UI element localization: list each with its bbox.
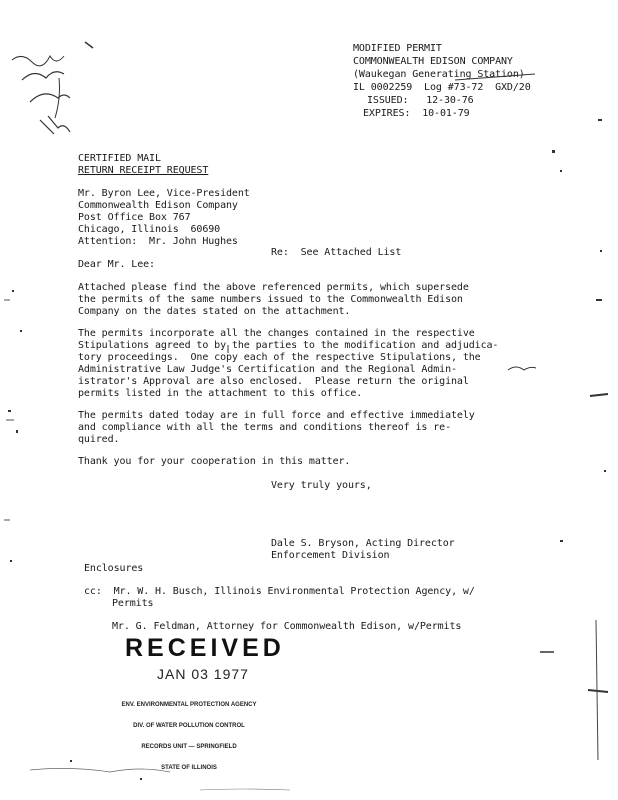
permit-title: MODIFIED PERMIT bbox=[353, 43, 442, 54]
permit-number: IL 0002259 Log #73-72 GXD/20 bbox=[353, 82, 531, 93]
paragraph-4: Thank you for your cooperation in this matter. bbox=[78, 456, 351, 467]
received-stamp-date: JAN 03 1977 bbox=[157, 666, 249, 682]
addressee-city: Chicago, Illinois 60690 bbox=[78, 224, 221, 235]
addressee-company: Commonwealth Edison Company bbox=[78, 200, 238, 211]
agency-line: ENV. ENVIRONMENTAL PROTECTION AGENCY bbox=[121, 702, 257, 708]
re-line: Re: See Attached List bbox=[271, 247, 402, 258]
paragraph-line: quired. bbox=[78, 434, 120, 445]
permit-station: (Waukegan Generating Station) bbox=[353, 69, 525, 80]
scan-speck bbox=[560, 540, 563, 542]
paragraph-line: the permits of the same numbers issued to the Commonwealth Edison bbox=[78, 294, 463, 305]
paragraph-line: Administrative Law Judge's Certification and the Regional Admin- bbox=[78, 364, 457, 375]
closing: Very truly yours, bbox=[271, 480, 372, 491]
received-stamp-title: RECEIVED bbox=[125, 634, 285, 662]
paragraph-line: tory proceedings. One copy each of the respective Stipulations, the bbox=[78, 352, 481, 363]
scan-speck bbox=[552, 150, 555, 153]
scan-speck bbox=[10, 560, 12, 562]
cc-line-1: cc: Mr. W. H. Busch, Illinois Environmental Protection Agency, w/ bbox=[84, 586, 475, 597]
scan-speck bbox=[560, 170, 562, 172]
scan-speck bbox=[20, 330, 22, 332]
agency-line: DIV. OF WATER POLLUTION CONTROL bbox=[133, 723, 245, 729]
paragraph-line: istrator's Approval are also enclosed. Please return the original bbox=[78, 376, 469, 387]
permit-company: COMMONWEALTH EDISON COMPANY bbox=[353, 56, 513, 67]
permit-expires: EXPIRES: 10-01-79 bbox=[363, 108, 470, 119]
addressee-attention: Attention: Mr. John Hughes bbox=[78, 236, 238, 247]
paragraph-line: The permits dated today are in full force and effective immediately bbox=[78, 410, 475, 421]
enclosures-label: Enclosures bbox=[84, 563, 144, 574]
paragraph-line: permits listed in the attachment to this office. bbox=[78, 388, 363, 399]
signature-name: Dale S. Bryson, Acting Director bbox=[271, 538, 455, 549]
scan-speck bbox=[70, 760, 72, 762]
scan-speck bbox=[8, 410, 11, 412]
salutation: Dear Mr. Lee: bbox=[78, 259, 155, 270]
paragraph-line: Attached please find the above referenced permits, which supersede bbox=[78, 282, 469, 293]
scan-speck bbox=[16, 430, 18, 433]
addressee-name: Mr. Byron Lee, Vice-President bbox=[78, 188, 250, 199]
paragraph-line: The permits incorporate all the changes contained in the respective bbox=[78, 328, 475, 339]
addressee-po-box: Post Office Box 767 bbox=[78, 212, 191, 223]
cc-line-3: Mr. G. Feldman, Attorney for Commonwealth Edison, w/Permits bbox=[112, 621, 462, 632]
agency-line: RECORDS UNIT — SPRINGFIELD bbox=[141, 744, 237, 750]
scan-speck bbox=[140, 778, 142, 780]
paragraph-line: Stipulations agreed to by the parties to the modification and adjudica- bbox=[78, 340, 499, 351]
signature-division: Enforcement Division bbox=[271, 550, 390, 561]
scan-speck bbox=[604, 470, 606, 472]
scan-speck bbox=[12, 290, 14, 292]
return-receipt-label: RETURN RECEIPT REQUEST bbox=[78, 165, 209, 176]
agency-line: STATE OF ILLINOIS bbox=[161, 765, 217, 771]
cc-line-2: Permits bbox=[112, 598, 154, 609]
certified-mail-label: CERTIFIED MAIL bbox=[78, 153, 161, 164]
paragraph-line: and compliance with all the terms and conditions thereof is re- bbox=[78, 422, 451, 433]
paragraph-line: Company on the dates stated on the attachment. bbox=[78, 306, 351, 317]
scan-speck bbox=[600, 250, 602, 252]
permit-issued: ISSUED: 12-30-76 bbox=[367, 95, 474, 106]
